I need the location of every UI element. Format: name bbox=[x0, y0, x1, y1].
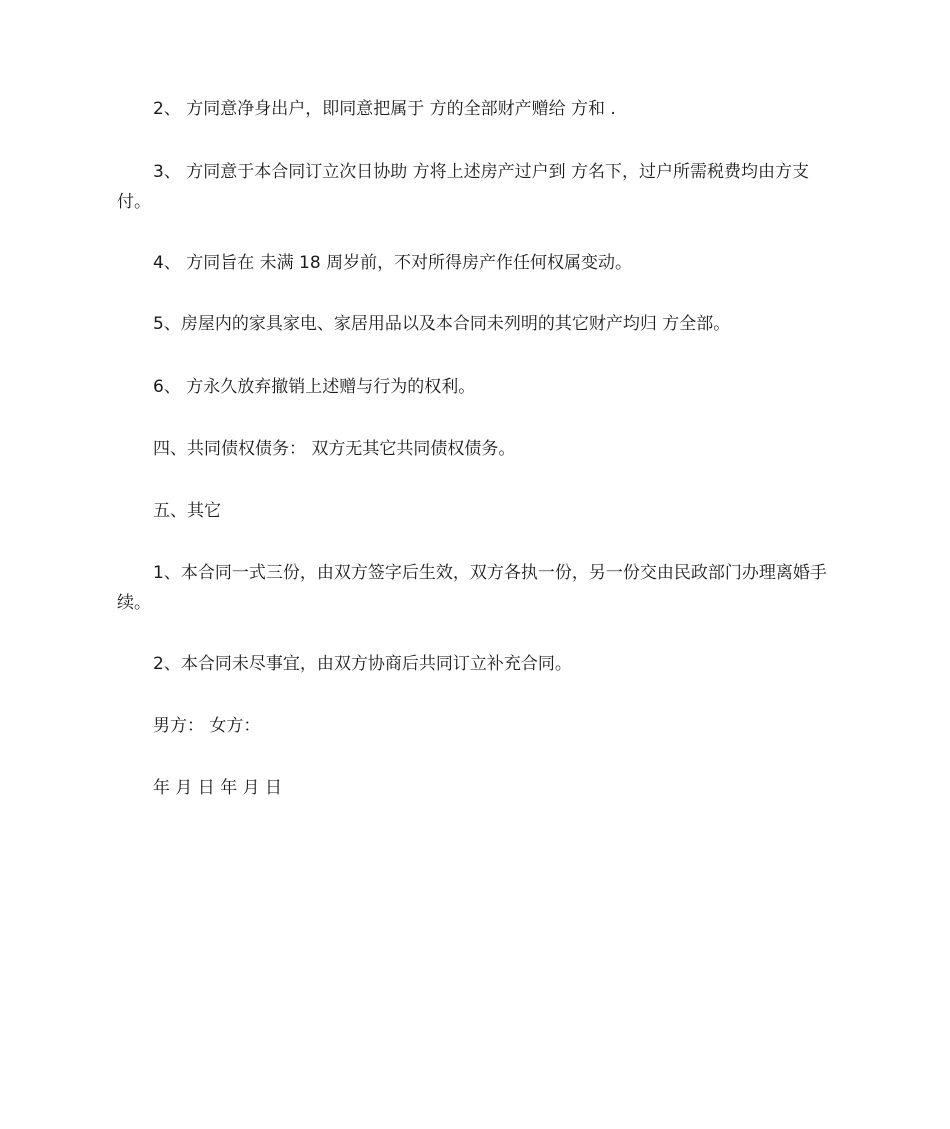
clause-4-ownership-restriction: 4、 方同旨在 未满 18 周岁前，不对所得房产作任何权属变动。 bbox=[153, 253, 633, 273]
clause-6-waiver: 6、 方永久放弃撤销上述赠与行为的权利。 bbox=[153, 377, 476, 397]
section-5-heading: 五、其它 bbox=[153, 501, 221, 521]
date-line: 年 月 日 年 月 日 bbox=[153, 778, 283, 798]
other-clause-2-supplement: 2、本合同未尽事宜，由双方协商后共同订立补充合同。 bbox=[153, 654, 572, 674]
clause-2-property-transfer: 2、 方同意净身出户，即同意把属于 方的全部财产赠给 方和 . bbox=[153, 99, 616, 119]
signature-line: 男方： 女方： bbox=[153, 716, 261, 736]
clause-3-title-transfer: 3、 方同意于本合同订立次日协助 方将上述房产过户到 方名下，过户所需税费均由方支付。 bbox=[117, 162, 810, 212]
other-clause-1-copies: 1、本合同一式三份，由双方签字后生效，双方各执一份，另一份交由民政部门办理离婚手续。 bbox=[117, 563, 827, 613]
clause-5-furnishings: 5、房屋内的家具家电、家居用品以及本合同未列明的其它财产均归 方全部。 bbox=[153, 314, 731, 334]
section-4-debts: 四、共同债权债务： 双方无其它共同债权债务。 bbox=[153, 439, 516, 459]
